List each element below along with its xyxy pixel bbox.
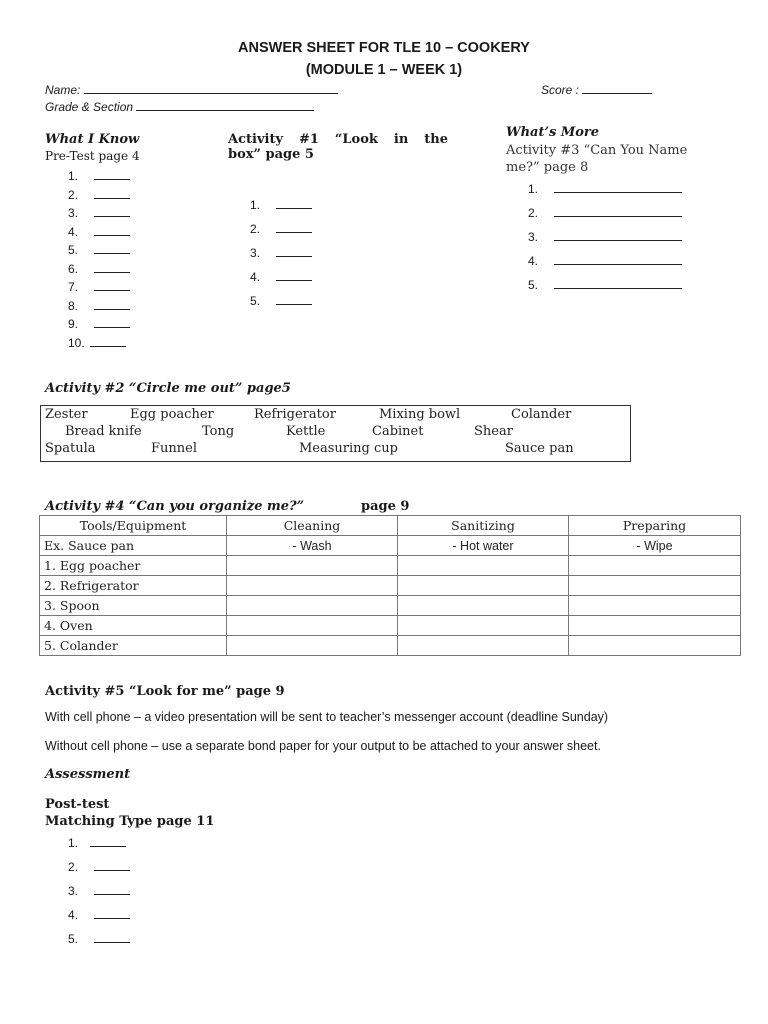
answer-cell[interactable] [569, 596, 741, 616]
answer-blank[interactable] [94, 242, 130, 254]
column-header: Sanitizing [398, 516, 569, 536]
table-row [40, 616, 741, 636]
grade-blank[interactable] [136, 99, 314, 111]
word-box [40, 405, 631, 462]
answer-cell[interactable] [569, 636, 741, 656]
list-item[interactable]: 4. [250, 269, 312, 293]
pretest-subheading: Pre-Test page 4 [45, 149, 140, 163]
answer-blank[interactable] [90, 335, 126, 347]
word-item[interactable]: Spatula [45, 441, 96, 456]
answer-blank[interactable] [94, 907, 130, 919]
assessment-heading: Assessment [45, 767, 131, 782]
answer-blank[interactable] [276, 293, 312, 305]
column-header: Tools/Equipment [40, 516, 227, 536]
activity3-list [528, 181, 682, 301]
answer-cell[interactable] [569, 556, 741, 576]
word-item[interactable]: Refrigerator [254, 407, 336, 422]
answer-cell[interactable] [227, 556, 398, 576]
whats-more-heading: What’s More [506, 125, 600, 140]
word-item[interactable]: Funnel [151, 441, 197, 456]
list-item[interactable]: 4. [68, 907, 130, 931]
score-blank[interactable] [582, 82, 652, 94]
list-item[interactable]: 5. [250, 293, 312, 317]
answer-blank[interactable] [554, 229, 682, 241]
answer-cell[interactable] [569, 576, 741, 596]
activity1-heading: Activity #1 “Look in the box” page 5 [228, 132, 448, 162]
page-subtitle: (MODULE 1 – WEEK 1) [305, 62, 463, 78]
table-row-example [40, 536, 741, 556]
table-cell: 1. Egg poacher [40, 556, 227, 576]
list-item[interactable]: 3. [68, 205, 130, 224]
answer-blank[interactable] [276, 269, 312, 281]
table-row [40, 596, 741, 616]
word-item[interactable]: Bread knife [65, 424, 142, 439]
list-item[interactable]: 3. [68, 883, 130, 907]
answer-cell[interactable] [398, 596, 569, 616]
score-field[interactable] [541, 82, 652, 97]
with-phone-instruction: With cell phone – a video presentation will be sent to teacher’s messenger account (deadline Sunday) [45, 710, 609, 724]
answer-blank[interactable] [554, 205, 682, 217]
name-label: Name: [45, 83, 81, 97]
answer-blank[interactable] [94, 224, 130, 236]
list-item[interactable]: 5. [528, 277, 682, 301]
list-item[interactable]: 5. [68, 931, 130, 955]
table-row [40, 576, 741, 596]
what-i-know-list [68, 168, 130, 353]
activity2-heading: Activity #2 “Circle me out” page5 [45, 381, 291, 396]
answer-cell[interactable] [227, 576, 398, 596]
table-cell: - Hot water [398, 536, 569, 556]
answer-cell[interactable] [227, 616, 398, 636]
answer-blank[interactable] [276, 221, 312, 233]
word-item[interactable]: Measuring cup [299, 441, 398, 456]
answer-blank[interactable] [554, 253, 682, 265]
name-blank[interactable] [84, 82, 338, 94]
list-item[interactable]: 1. [528, 181, 682, 205]
answer-blank[interactable] [90, 835, 126, 847]
table-cell: Ex. Sauce pan [40, 536, 227, 556]
answer-blank[interactable] [94, 883, 130, 895]
list-item[interactable]: 3. [250, 245, 312, 269]
activity3-heading: Activity #3 “Can You Name me?” page 8 [506, 143, 688, 175]
word-item[interactable]: Sauce pan [505, 441, 574, 456]
answer-blank[interactable] [94, 298, 130, 310]
activity5-heading: Activity #5 “Look for me” page 9 [45, 684, 285, 699]
word-item[interactable]: Mixing bowl [379, 407, 461, 422]
word-item[interactable]: Kettle [286, 424, 326, 439]
answer-cell[interactable] [398, 616, 569, 636]
answer-cell[interactable] [398, 636, 569, 656]
list-item[interactable]: 1. [250, 197, 312, 221]
what-i-know-heading: What I Know [45, 132, 140, 147]
table-cell: 5. Colander [40, 636, 227, 656]
answer-cell[interactable] [227, 596, 398, 616]
activity1-list [250, 197, 312, 317]
list-item[interactable]: 10. [68, 335, 130, 354]
matching-type-label: Matching Type page 11 [45, 814, 215, 829]
page-title: ANSWER SHEET FOR TLE 10 – COOKERY [238, 40, 530, 56]
answer-blank[interactable] [94, 168, 130, 180]
list-item[interactable]: 1. [68, 835, 130, 859]
answer-blank[interactable] [94, 931, 130, 943]
table-header-row [40, 516, 741, 536]
assessment-list [68, 835, 130, 955]
grade-label: Grade & Section [45, 100, 134, 114]
list-item[interactable]: 2. [68, 187, 130, 206]
table-cell: - Wash [227, 536, 398, 556]
list-item[interactable]: 2. [250, 221, 312, 245]
answer-blank[interactable] [554, 181, 682, 193]
list-item[interactable]: 1. [68, 168, 130, 187]
list-item[interactable]: 4. [528, 253, 682, 277]
list-item[interactable]: 2. [528, 205, 682, 229]
word-item[interactable]: Cabinet [372, 424, 424, 439]
answer-cell[interactable] [398, 576, 569, 596]
name-field[interactable] [45, 82, 338, 97]
answer-cell[interactable] [227, 636, 398, 656]
answer-blank[interactable] [94, 859, 130, 871]
answer-blank[interactable] [94, 279, 130, 291]
word-item[interactable]: Shear [474, 424, 513, 439]
answer-blank[interactable] [554, 277, 682, 289]
column-header: Preparing [569, 516, 741, 536]
word-item[interactable]: Tong [202, 424, 235, 439]
score-label: Score : [541, 83, 580, 97]
answer-blank[interactable] [94, 205, 130, 217]
answer-cell[interactable] [398, 556, 569, 576]
list-item[interactable]: 8. [68, 298, 130, 317]
post-test-label: Post-test [45, 797, 110, 812]
answer-blank[interactable] [94, 316, 130, 328]
answer-blank[interactable] [94, 187, 130, 199]
table-cell: 3. Spoon [40, 596, 227, 616]
list-item[interactable]: 6. [68, 261, 130, 280]
answer-blank[interactable] [276, 245, 312, 257]
activity4-page: page 9 [361, 499, 410, 514]
word-item[interactable]: Colander [511, 407, 572, 422]
table-cell: 4. Oven [40, 616, 227, 636]
word-item[interactable]: Egg poacher [130, 407, 214, 422]
without-phone-instruction: Without cell phone – use a separate bond paper for your output to be attached to your answer sheet. [45, 739, 601, 753]
organize-table [39, 515, 741, 656]
answer-blank[interactable] [276, 197, 312, 209]
answer-cell[interactable] [569, 616, 741, 636]
activity4-heading: Activity #4 “Can you organize me?” [45, 499, 305, 514]
list-item[interactable]: 4. [68, 224, 130, 243]
table-row [40, 636, 741, 656]
list-item[interactable]: 2. [68, 859, 130, 883]
answer-blank[interactable] [94, 261, 130, 273]
column-header: Cleaning [227, 516, 398, 536]
table-cell: - Wipe [569, 536, 741, 556]
table-row [40, 556, 741, 576]
list-item[interactable]: 9. [68, 316, 130, 335]
list-item[interactable]: 3. [528, 229, 682, 253]
grade-field[interactable] [45, 99, 314, 114]
table-cell: 2. Refrigerator [40, 576, 227, 596]
list-item[interactable]: 7. [68, 279, 130, 298]
word-item[interactable]: Zester [45, 407, 88, 422]
list-item[interactable]: 5. [68, 242, 130, 261]
